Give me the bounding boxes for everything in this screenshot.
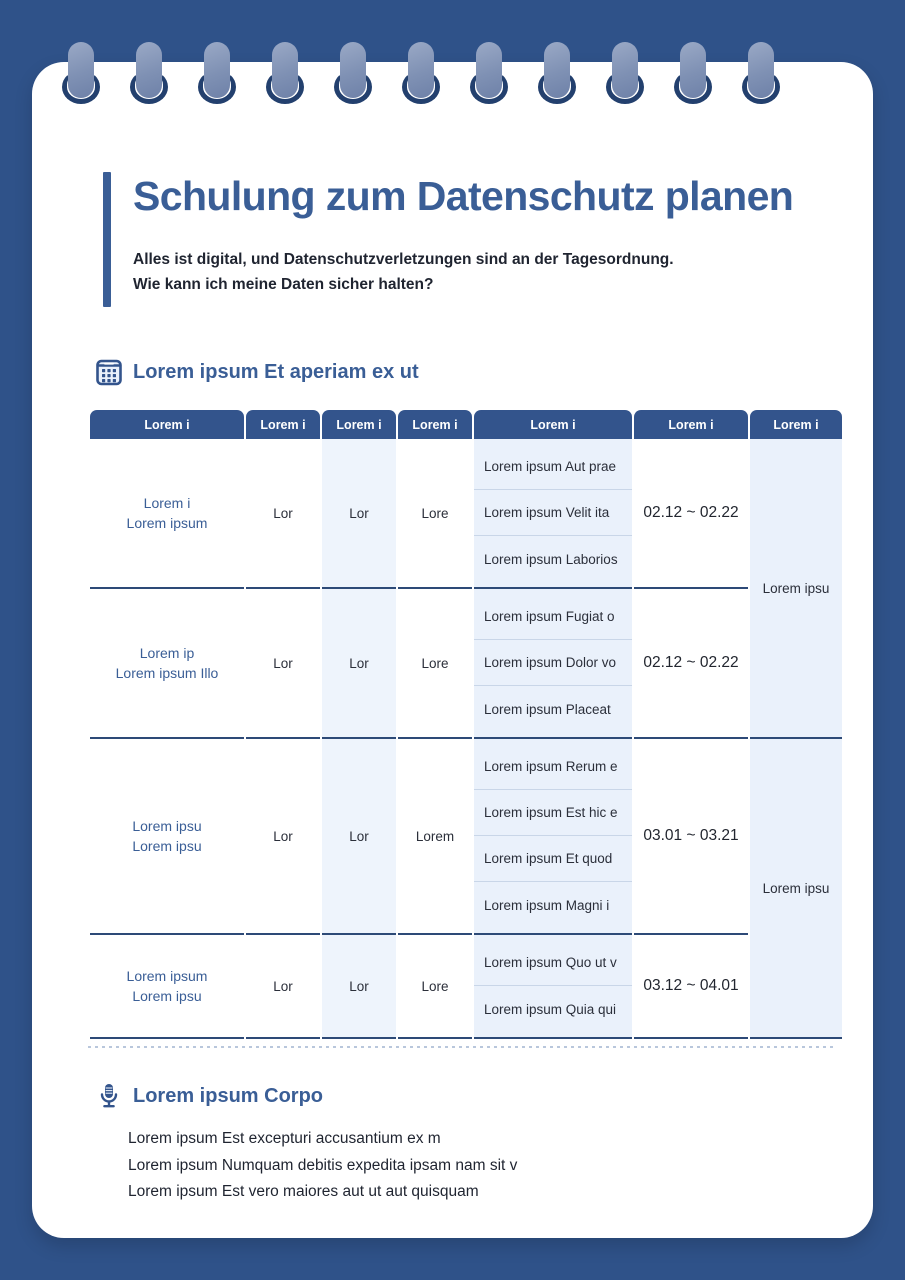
schedule-table — [88, 410, 844, 1039]
cell-name — [90, 589, 244, 739]
cell-col-c: Lore — [398, 439, 472, 589]
item-line: Lorem ipsum Placeat — [474, 686, 632, 732]
cell-name-line-2: Lorem ipsu — [132, 988, 202, 1004]
table-header-row — [90, 410, 842, 439]
table-row — [90, 935, 842, 1039]
column-header-last: Lorem i — [750, 410, 842, 439]
cell-date-range: 02.12 ~ 02.22 — [634, 439, 748, 589]
item-line: Lorem ipsum Magni i — [474, 882, 632, 928]
cell-items — [474, 589, 632, 739]
note-line: Lorem ipsum Numquam debitis expedita ipsam nam sit v — [128, 1156, 518, 1174]
cell-col-c: Lore — [398, 589, 472, 739]
column-header-name: Lorem i — [90, 410, 244, 439]
cell-col-a: Lor — [246, 439, 320, 589]
cell-col-c: Lore — [398, 935, 472, 1039]
subtitle-line-2: Wie kann ich meine Daten sicher halten? — [133, 276, 434, 294]
cell-name-line-1: Lorem ipsum — [126, 967, 208, 984]
notes-list — [128, 1126, 768, 1206]
notes-section-header — [96, 1082, 323, 1110]
item-line: Lorem ipsum Dolor vo — [474, 640, 632, 686]
note-line: Lorem ipsum Est vero maiores aut ut aut quisquam — [128, 1183, 479, 1201]
page-title: Schulung zum Datenschutz planen — [133, 173, 794, 219]
item-line: Lorem ipsum Est hic e — [474, 790, 632, 836]
cell-name-line-2: Lorem ipsum Illo — [115, 665, 219, 681]
title-accent-bar — [103, 172, 111, 307]
cell-col-b: Lor — [322, 589, 396, 739]
cell-date-range: 02.12 ~ 02.22 — [634, 589, 748, 739]
item-line: Lorem ipsum Et quod — [474, 836, 632, 882]
column-header-date: Lorem i — [634, 410, 748, 439]
schedule-section-title: Lorem ipsum Et aperiam ex ut — [133, 360, 419, 383]
title-block — [103, 172, 803, 297]
cell-date-range: 03.01 ~ 03.21 — [634, 739, 748, 935]
cell-col-b: Lor — [322, 935, 396, 1039]
cell-merged-last: Lorem ipsu — [750, 739, 842, 1039]
cell-name — [90, 439, 244, 589]
cell-name-line-2: Lorem ipsu — [132, 838, 202, 854]
subtitle-line-1: Alles ist digital, und Datenschutzverletzungen sind an der Tagesordnung. — [133, 251, 674, 269]
schedule-section-header — [96, 358, 419, 386]
schedule-table-wrapper — [88, 410, 834, 1039]
column-header-a: Lorem i — [246, 410, 320, 439]
calendar-icon — [96, 358, 122, 386]
cell-name-line-1: Lorem ipsu — [132, 817, 202, 834]
column-header-items: Lorem i — [474, 410, 632, 439]
item-line: Lorem ipsum Aut prae — [474, 444, 632, 490]
column-header-c: Lorem i — [398, 410, 472, 439]
cell-date-range: 03.12 ~ 04.01 — [634, 935, 748, 1039]
item-line: Lorem ipsum Rerum e — [474, 744, 632, 790]
item-line: Lorem ipsum Laborios — [474, 536, 632, 582]
cell-col-a: Lor — [246, 935, 320, 1039]
table-row — [90, 589, 842, 739]
cell-merged-last: Lorem ipsu — [750, 439, 842, 739]
microphone-icon — [96, 1082, 122, 1110]
page-subtitle — [133, 247, 803, 297]
note-line: Lorem ipsum Est excepturi accusantium ex m — [128, 1130, 441, 1147]
cell-col-b: Lor — [322, 439, 396, 589]
cell-name-line-1: Lorem ip — [139, 644, 195, 661]
cell-items — [474, 739, 632, 935]
column-header-b: Lorem i — [322, 410, 396, 439]
notes-section-title: Lorem ipsum Corpo — [133, 1084, 324, 1107]
cell-name — [90, 739, 244, 935]
item-line: Lorem ipsum Quo ut v — [474, 940, 632, 986]
cell-name-line-1: Lorem i — [143, 494, 191, 511]
cell-col-c: Lorem — [398, 739, 472, 935]
cell-col-b: Lor — [322, 739, 396, 935]
item-line: Lorem ipsum Fugiat o — [474, 594, 632, 640]
schedule-table-head — [90, 410, 842, 439]
cell-col-a: Lor — [246, 589, 320, 739]
cell-items — [474, 935, 632, 1039]
schedule-table-body — [90, 439, 842, 1039]
cell-items — [474, 439, 632, 589]
cell-col-a: Lor — [246, 739, 320, 935]
section-divider — [88, 1046, 834, 1048]
table-row — [90, 739, 842, 935]
item-line: Lorem ipsum Quia qui — [474, 986, 632, 1032]
table-row — [90, 439, 842, 589]
cell-name-line-2: Lorem ipsum — [126, 515, 208, 531]
item-line: Lorem ipsum Velit ita — [474, 490, 632, 536]
cell-name — [90, 935, 244, 1039]
